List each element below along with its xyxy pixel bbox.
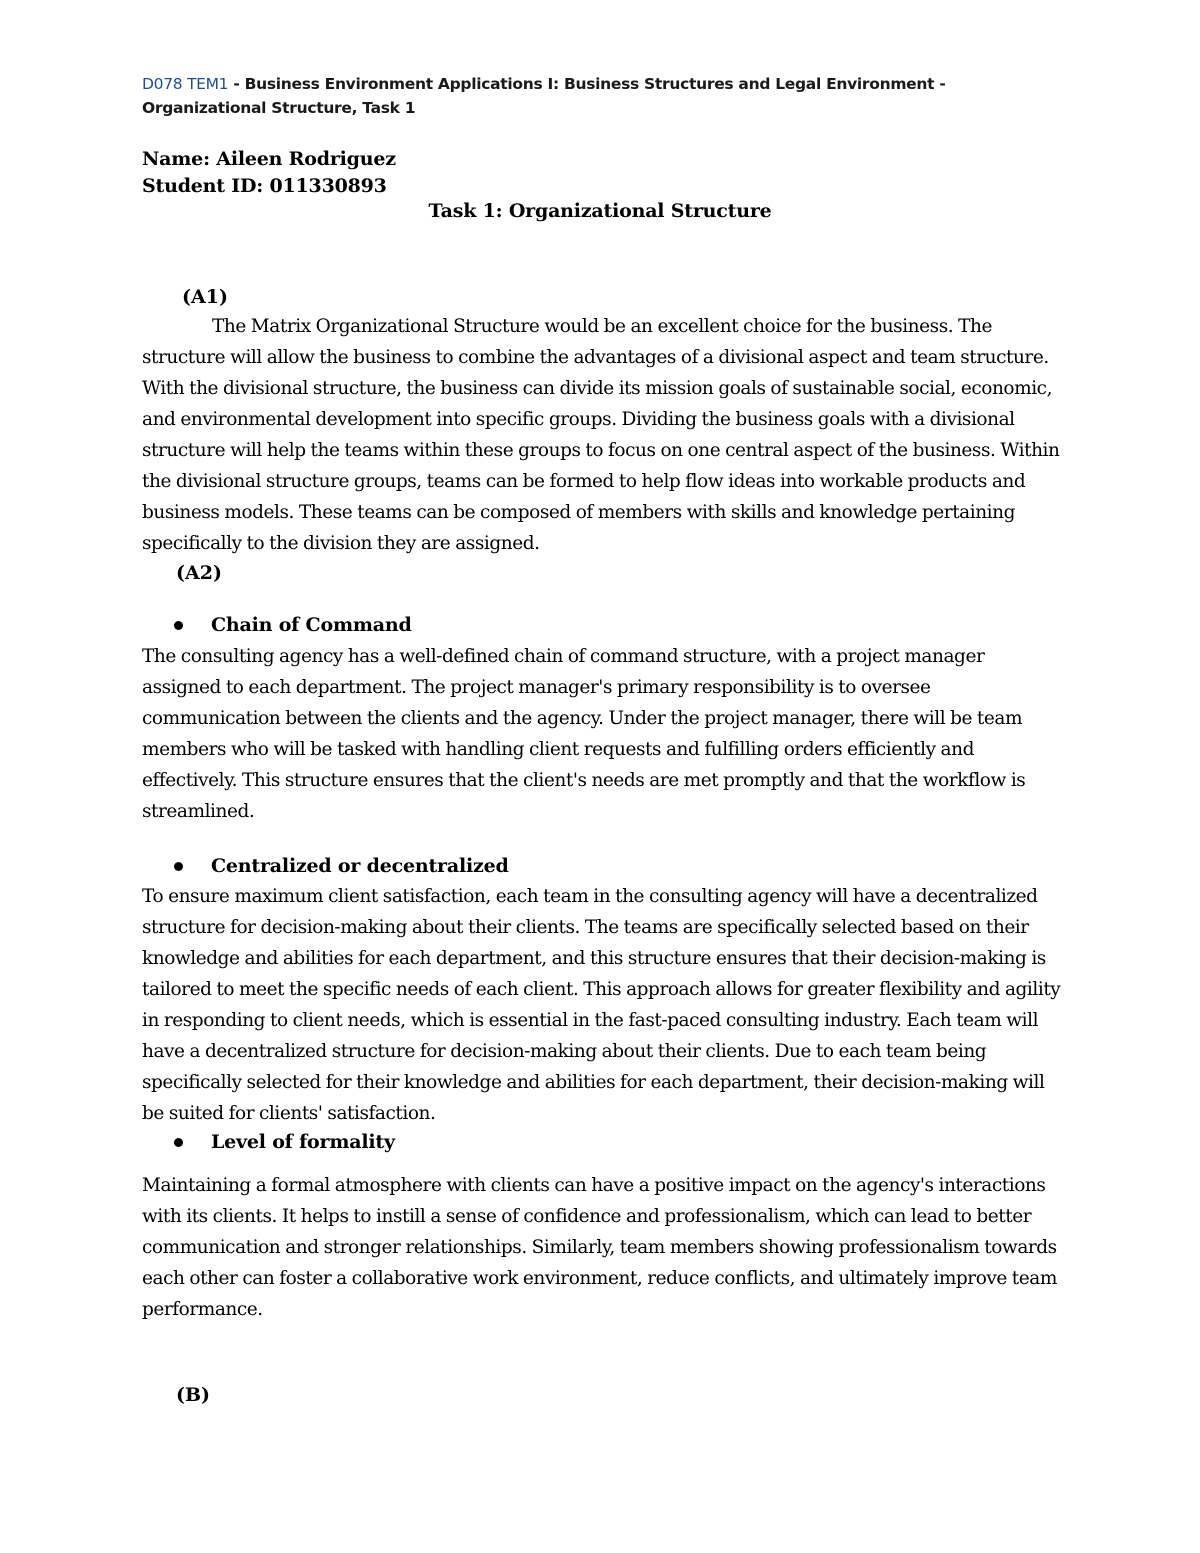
- student-name: Name: Aileen Rodriguez: [142, 148, 396, 170]
- document-header: [142, 72, 1042, 120]
- course-code: D078 TEM1: [142, 75, 229, 93]
- section-label-a1: (A1): [182, 286, 228, 308]
- bullet-heading: Centralized or decentralized: [211, 855, 509, 877]
- section-a1-paragraph: [142, 311, 1062, 559]
- student-info: [142, 146, 396, 200]
- bullet-centralized: [174, 855, 509, 877]
- task-title: Task 1: Organizational Structure: [428, 200, 772, 222]
- bullet-dot-icon: [174, 1138, 183, 1147]
- bullet-heading: Chain of Command: [211, 614, 412, 636]
- chain-of-command-paragraph: The consulting agency has a well-defined chain of command structure, with a project manager assigned to each department. The project manager's primary responsibility is to oversee communication between the clients and the agency. Under the project manager, there will be team members who will be tasked with handling client requests and fulfilling orders efficiently and effectively. This structure ensures that the client's needs are met promptly and that the workflow is streamlined.: [142, 646, 1026, 822]
- course-title: - Business Environment Applications I: Business Structures and Legal Environment - Organizational Structure, Task 1: [142, 75, 946, 117]
- section-label-a2: (A2): [176, 562, 222, 584]
- bullet-formality: [174, 1131, 395, 1153]
- section-label-b: (B): [176, 1384, 211, 1406]
- bullet-dot-icon: [174, 862, 183, 871]
- formality-paragraph: Maintaining a formal atmosphere with clients can have a positive impact on the agency's interactions with its clients. It helps to instill a sense of confidence and professionalism, which can lead to better communication and stronger relationships. Similarly, team members showing professionalism towards each other can foster a collaborative work environment, reduce conflicts, and ultimately improve team performance.: [142, 1175, 1057, 1320]
- section-a1-text: The Matrix Organizational Structure would be an excellent choice for the business. The structure will allow the business to combine the advantages of a divisional aspect and team structure. With the divisional structure, the business can divide its mission goals of sustainable social, economic, and environmental development into specific groups. Dividing the business goals with a divisional structure will help the teams within these groups to focus on one central aspect of the business. Within the divisional structure groups, teams can be formed to help flow ideas into workable products and business models. These teams can be composed of members with skills and knowledge pertaining specifically to the division they are assigned.: [142, 316, 1060, 554]
- bullet-chain-of-command: [174, 614, 412, 636]
- bullet-heading: Level of formality: [211, 1131, 395, 1153]
- centralized-paragraph: To ensure maximum client satisfaction, each team in the consulting agency will have a decentralized structure for decision-making about their clients. The teams are specifically selected based on their knowledge and abilities for each department, and this structure ensures that their decision-making is tailored to meet the specific needs of each client. This approach allows for greater flexibility and agility in responding to client needs, which is essential in the fast-paced consulting industry. Each team will have a decentralized structure for decision-making about their clients. Due to each team being specifically selected for their knowledge and abilities for each department, their decision-making will be suited for clients' satisfaction.: [142, 886, 1061, 1124]
- bullet-dot-icon: [174, 621, 183, 630]
- student-id: Student ID: 011330893: [142, 175, 387, 197]
